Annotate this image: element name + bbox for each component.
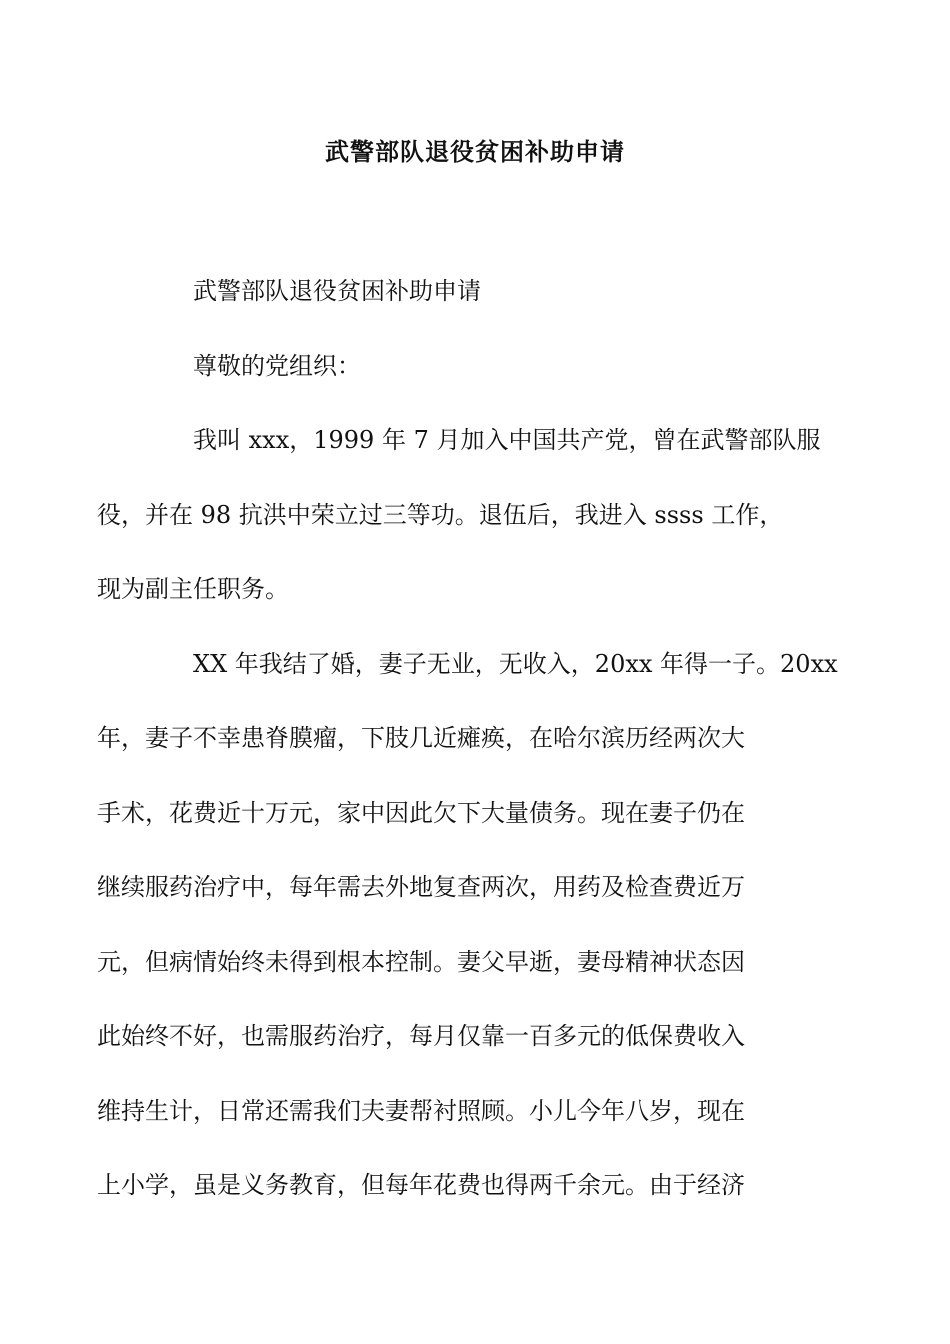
- text-line: 继续服药治疗中，每年需去外地复查两次，用药及检查费近万: [97, 873, 745, 901]
- text-line: 尊敬的党组织：: [193, 351, 361, 380]
- paragraph-salutation: [145, 329, 820, 404]
- text-line: 此始终不好，也需服药治疗，每月仅靠一百多元的低保费收入: [97, 1022, 745, 1050]
- document-title: 武警部队退役贫困补助申请: [325, 137, 625, 166]
- text-line: 我叫 xxx，1999 年 7 月加入中国共产党，曾在武警部队服: [193, 426, 821, 454]
- text-line: 现为副主任职务。: [97, 575, 289, 603]
- text-line: 役，并在 98 抗洪中荣立过三等功。退伍后，我进入 ssss 工作，: [97, 500, 784, 529]
- text-line: 维持生计，日常还需我们夫妻帮衬照顾。小儿今年八岁，现在: [97, 1096, 745, 1125]
- text-line: 武警部队退役贫困补助申请: [193, 277, 481, 305]
- paragraph-subtitle: [145, 254, 820, 329]
- document-body: [97, 254, 838, 1223]
- paragraph-introduction: [97, 403, 821, 627]
- text-line: 年，妻子不幸患脊膜瘤，下肢几近瘫痪，在哈尔滨历经两次大: [97, 724, 745, 752]
- text-line: 手术，花费近十万元，家中因此欠下大量债务。现在妻子仍在: [97, 798, 745, 827]
- text-line: 元，但病情始终未得到根本控制。妻父早逝，妻母精神状态因: [97, 947, 745, 976]
- text-line: XX 年我结了婚，妻子无业，无收入，20xx 年得一子。20xx: [193, 649, 838, 678]
- paragraph-family-situation: [97, 627, 838, 1223]
- text-line: 上小学，虽是义务教育，但每年花费也得两千余元。由于经济: [97, 1171, 745, 1199]
